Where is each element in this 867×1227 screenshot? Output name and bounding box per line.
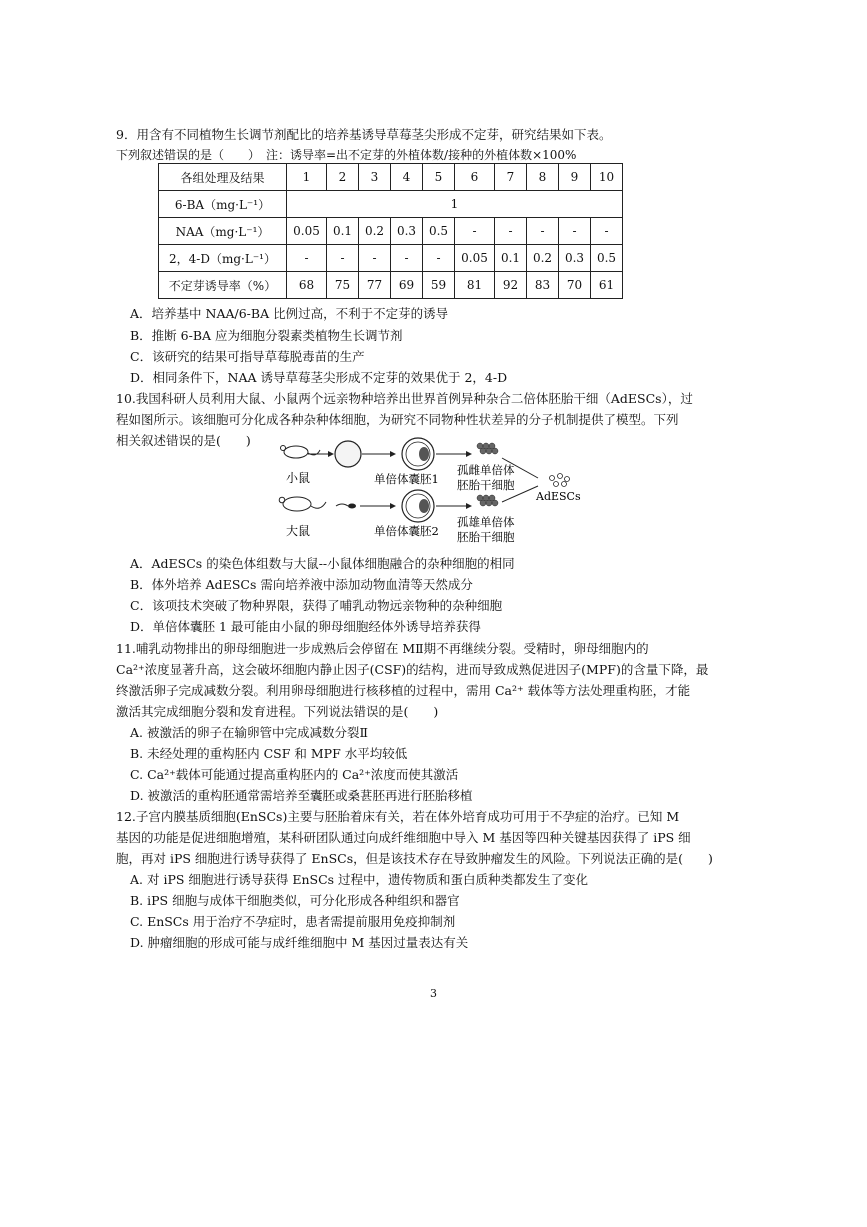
q10-option-c: C．该项技术突破了物种界限，获得了哺乳动物远亲物种的杂种细胞 [130,598,503,613]
q12-option-b: B. iPS 细胞与成体干细胞类似，可分化形成各种组织和器官 [130,893,460,908]
q10-figure [270,436,600,548]
q11-option-c: C. Ca²⁺载体可能通过提高重构胚内的 Ca²⁺浓度而使其激活 [130,767,459,782]
arrow-head-icon [466,451,472,457]
table-header-cell: 10 [591,164,623,191]
mouse-icon [281,446,321,459]
table-cell: - [495,218,527,245]
table-cell: 0.5 [591,245,623,272]
table-cell: 68 [287,272,327,299]
table-cell: - [455,218,495,245]
table-cell: 1 [287,191,623,218]
table-cell: 0.05 [455,245,495,272]
blastocyst-icon [402,490,434,522]
arrow-head-icon [466,503,472,509]
table-header-cell: 1 [287,164,327,191]
table-cell: - [423,245,455,272]
table-cell: - [591,218,623,245]
table-cell: 0.2 [359,218,391,245]
table-row [159,191,623,218]
stem-cell-cluster-icon [477,443,498,454]
q9-stem-note: 下列叙述错误的是（ ） 注：诱导率=出不定芽的外植体数/接种的外植体数×100% [116,148,577,162]
arrow-head-icon [390,503,396,509]
q11-option-d: D. 被激活的重构胚通常需培养至囊胚或桑葚胚再进行胚胎移植 [130,788,473,803]
table-cell: 6-BA（mg·L⁻¹） [159,191,287,218]
blastocyst-icon [402,438,434,470]
label-stem-cell-1: 胚胎干细胞 [457,478,515,492]
table-cell: - [287,245,327,272]
label-rat: 大鼠 [286,524,311,538]
label-parthenogenetic-1: 孤雌单倍体 [457,463,515,477]
rat-icon [279,497,326,511]
stem-cell-cluster-icon [477,495,498,506]
q12-stem-line3: 胞，再对 iPS 细胞进行诱导获得了 EnSCs，但是该技术存在导致肿瘤发生的风险。下列说法正确的是( ) [116,851,713,866]
table-cell: 75 [327,272,359,299]
table-cell: 92 [495,272,527,299]
table-cell: 81 [455,272,495,299]
table-cell: - [559,218,591,245]
q11-stem-line3: 终激活卵子完成减数分裂。利用卵母细胞进行核移植的过程中，需用 Ca²⁺ 载体等方法处理重构胚，才能 [116,683,691,698]
label-stem-cell-2: 胚胎干细胞 [457,530,515,544]
q12-option-d: D. 肿瘤细胞的形成可能与成纤维细胞中 M 基因过量表达有关 [130,935,469,950]
q10-option-b: B．体外培养 AdESCs 需向培养液中添加动物血清等天然成分 [130,577,473,592]
table-cell: 0.3 [559,245,591,272]
table-cell: 83 [527,272,559,299]
q11-option-b: B. 未经处理的重构胚内 CSF 和 MPF 水平均较低 [130,746,408,761]
q12-stem-line1: 12.子宫内膜基质细胞(EnSCs)主要与胚胎着床有关，若在体外培育成功可用于不孕症的治疗。已知 M [116,809,680,824]
table-row [159,245,623,272]
table-cell: 0.5 [423,218,455,245]
q11-stem-line1: 11.哺乳动物排出的卵母细胞进一步成熟后会停留在 MⅡ期不再继续分裂。受精时，卵母细胞内的 [116,641,649,656]
table-header-cell: 7 [495,164,527,191]
table-header-cell: 3 [359,164,391,191]
table-cell: NAA（mg·L⁻¹） [159,218,287,245]
q10-option-d: D．单倍体囊胚 1 最可能由小鼠的卵母细胞经体外诱导培养获得 [130,619,481,634]
q9-option-b: B．推断 6-BA 应为细胞分裂素类植物生长调节剂 [130,328,403,343]
q11-stem-line4: 激活其完成细胞分裂和发育进程。下列说法错误的是( ) [116,704,439,719]
table-cell: 59 [423,272,455,299]
table-header-cell: 各组处理及结果 [159,164,287,191]
q10-option-a: A．AdESCs 的染色体组数与大鼠--小鼠体细胞融合的杂种细胞的相同 [130,556,515,571]
table-cell: 61 [591,272,623,299]
q11-stem-line2: Ca²⁺浓度显著升高，这会破坏细胞内静止因子(CSF)的结构，进而导致成熟促进因子(MPF)的含量下降，最 [116,662,709,677]
table-cell: 0.1 [327,218,359,245]
table-header-cell: 4 [391,164,423,191]
q9-option-c: C．该研究的结果可指导草莓脱毒苗的生产 [130,349,365,364]
table-header-cell: 6 [455,164,495,191]
table-cell: 0.3 [391,218,423,245]
q10-stem-line3: 相关叙述错误的是( ) [116,433,251,448]
table-cell: - [391,245,423,272]
label-mouse: 小鼠 [286,471,311,485]
arrow-head-icon [328,451,334,457]
label-blastocyst-1: 单倍体囊胚1 [374,472,439,486]
table-cell: 69 [391,272,423,299]
q12-stem-line2: 基因的功能是促进细胞增殖，某科研团队通过向成纤维细胞中导入 M 基因等四种关键基因获得了 iPS 细 [116,830,691,845]
q12-option-a: A. 对 iPS 细胞进行诱导获得 EnSCs 过程中，遗传物质和蛋白质种类都发生了变化 [130,872,589,887]
table-header-cell: 8 [527,164,559,191]
table-cell: 0.05 [287,218,327,245]
label-androgenetic-2: 孤雄单倍体 [457,515,515,529]
q9-option-a: A．培养基中 NAA/6-BA 比例过高，不利于不定芽的诱导 [130,306,449,321]
table-row [159,272,623,299]
oocyte-icon [335,441,361,467]
q10-stem-line1: 10.我国科研人员利用大鼠、小鼠两个远亲物种培养出世界首例异种杂合二倍体胚胎干细（AdESCs），过 [116,391,693,406]
label-blastocyst-2: 单倍体囊胚2 [374,524,439,538]
table-cell: - [327,245,359,272]
page-number: 3 [430,987,437,1000]
table-header-cell: 2 [327,164,359,191]
table-header-cell: 5 [423,164,455,191]
table-cell: 0.2 [527,245,559,272]
table-cell: 0.1 [495,245,527,272]
sperm-icon [336,504,356,509]
table-cell: 77 [359,272,391,299]
adescs-cell-icon [550,474,570,487]
q9-stem: 9．用含有不同植物生长调节剂配比的培养基诱导草莓茎尖形成不定芽，研究结果如下表。 [116,127,612,142]
label-adescs: AdESCs [536,490,581,503]
table-cell: - [359,245,391,272]
q9-option-d: D．相同条件下，NAA 诱导草莓茎尖形成不定芽的效果优于 2，4-D [130,370,508,385]
q9-table [158,163,623,299]
table-header-row [159,164,623,191]
arrow-head-icon [390,451,396,457]
table-header-cell: 9 [559,164,591,191]
table-cell: 70 [559,272,591,299]
table-cell: - [527,218,559,245]
table-row [159,218,623,245]
table-cell: 不定芽诱导率（%） [159,272,287,299]
table-cell: 2，4-D（mg·L⁻¹） [159,245,287,272]
q12-option-c: C. EnSCs 用于治疗不孕症时，患者需提前服用免疫抑制剂 [130,914,456,929]
q11-option-a: A. 被激活的卵子在输卵管中完成减数分裂Ⅱ [130,725,368,740]
q10-stem-line2: 程如图所示。该细胞可分化成各种杂种体细胞，为研究不同物种性状差异的分子机制提供了模型。下列 [116,412,679,427]
